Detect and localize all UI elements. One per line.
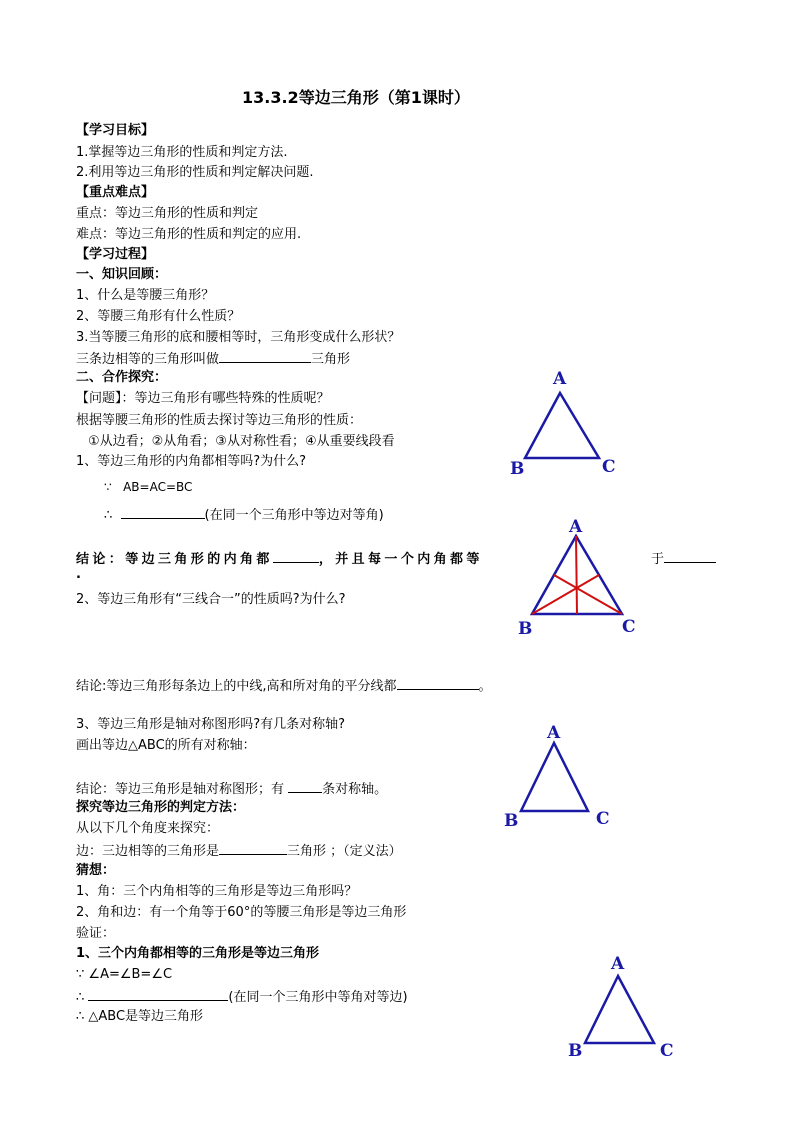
because-line-1: ∵ AB=AC=BC (104, 480, 193, 494)
judge-heading: 探究等边三角形的判定方法： (76, 800, 246, 815)
guess-1: 1、角：三个内角相等的三角形是等边三角形吗？ (76, 884, 358, 899)
goals-heading: 【学习目标】 (76, 123, 155, 138)
key-heading: 【重点难点】 (76, 185, 155, 200)
vertex-label-c: C (660, 1041, 674, 1061)
guess-heading: 猜想： (76, 863, 116, 878)
therefore-line-2: ∴ (在同一个三角形中等角对等边) (76, 987, 408, 1007)
explore-heading: 二、合作探究： (76, 370, 168, 385)
explore-question-2: 2、等边三角形有“三线合一”的性质吗?为什么? (76, 592, 346, 607)
median-line-a (576, 536, 577, 614)
vertex-label-a: A (611, 954, 625, 974)
explore-guide: 根据等腰三角形的性质去探讨等边三角形的性质： (76, 413, 363, 428)
answer-blank[interactable] (273, 549, 319, 563)
therefore-line-1: ∴ (在同一个三角形中等边对等角) (104, 505, 384, 525)
difficult-point: 难点：等边三角形的性质和判定的应用. (76, 227, 302, 242)
explore-question-3: 3、等边三角形是轴对称图形吗?有几条对称轴? (76, 717, 346, 732)
verify-1: 1、三个内角都相等的三角形是等边三角形 (76, 946, 320, 961)
conclusion-1-dot: . (76, 567, 81, 582)
judge-intro: 从以下几个角度来探究： (76, 821, 220, 836)
review-question-2: 2、等腰三角形有什么性质？ (76, 309, 241, 324)
vertex-label-c: C (602, 457, 616, 477)
key-point: 重点：等边三角形的性质和判定 (76, 206, 259, 221)
page-title: 13.3.2等边三角形（第1课时） (242, 88, 470, 107)
answer-blank[interactable] (88, 987, 228, 1001)
answer-blank[interactable] (219, 841, 287, 855)
judge-side: 边：三边相等的三角形是 三角形 ；（定义法） (76, 841, 402, 861)
explore-question: 【问题】：等边三角形有哪些特殊的性质呢？ (76, 391, 330, 406)
triangle-figure-3 (502, 720, 617, 830)
vertex-label-b: B (504, 811, 519, 831)
triangle-outline (525, 393, 599, 458)
triangle-outline (585, 976, 654, 1043)
answer-blank[interactable] (288, 779, 322, 793)
triangle-figure-1 (505, 368, 625, 480)
conclusion-3: 结论：等边三角形是轴对称图形；有 条对称轴。 (76, 779, 387, 799)
process-heading: 【学习过程】 (76, 247, 155, 262)
answer-blank[interactable] (664, 549, 716, 563)
goal-2: 2.利用等边三角形的性质和判定解决问题. (76, 165, 314, 180)
review-heading: 一、知识回顾： (76, 267, 168, 282)
verify-heading: 验证： (76, 926, 116, 941)
triangle-figure-4 (566, 952, 681, 1064)
final-conclusion: ∴ △ABC是等边三角形 (76, 1009, 204, 1024)
vertex-label-a: A (553, 369, 567, 389)
answer-blank[interactable] (219, 349, 311, 363)
vertex-label-b: B (568, 1041, 583, 1061)
conclusion-2: 结论:等边三角形每条边上的中线,高和所对角的平分线都 。 (76, 676, 492, 696)
conclusion-1-tail: 于 (651, 549, 716, 569)
vertex-label-c: C (622, 617, 636, 637)
explore-question-1: 1、等边三角形的内角都相等吗?为什么? (76, 454, 307, 469)
vertex-label-b: B (510, 459, 525, 479)
conclusion-1: 结论：等边三角形的内角都 ，并且每一个内角都等 (76, 549, 483, 569)
goal-1: 1.掌握等边三角形的性质和判定方法. (76, 145, 288, 160)
vertex-label-c: C (596, 809, 610, 829)
review-question-1: 1、什么是等腰三角形？ (76, 288, 215, 303)
vertex-label-a: A (547, 723, 561, 743)
triangle-outline (521, 743, 588, 811)
guess-2: 2、角和边：有一个角等于60°的等腰三角形是等边三角形 (76, 905, 407, 920)
answer-blank[interactable] (121, 505, 205, 519)
explore-angles: ①从边看；②从角看；③从对称性看；④从重要线段看 (88, 434, 395, 449)
vertex-label-b: B (518, 619, 533, 639)
review-fill-line: 三条边相等的三角形叫做 三角形 (76, 349, 350, 369)
because-line-2: ∵ ∠A=∠B=∠C (76, 967, 173, 982)
review-question-3: 3.当等腰三角形的底和腰相等时，三角形变成什么形状？ (76, 330, 401, 345)
triangle-figure-2 (512, 514, 642, 640)
draw-instruction: 画出等边△ABC的所有对称轴： (76, 738, 256, 753)
answer-blank[interactable] (397, 676, 479, 690)
vertex-label-a: A (569, 517, 583, 537)
